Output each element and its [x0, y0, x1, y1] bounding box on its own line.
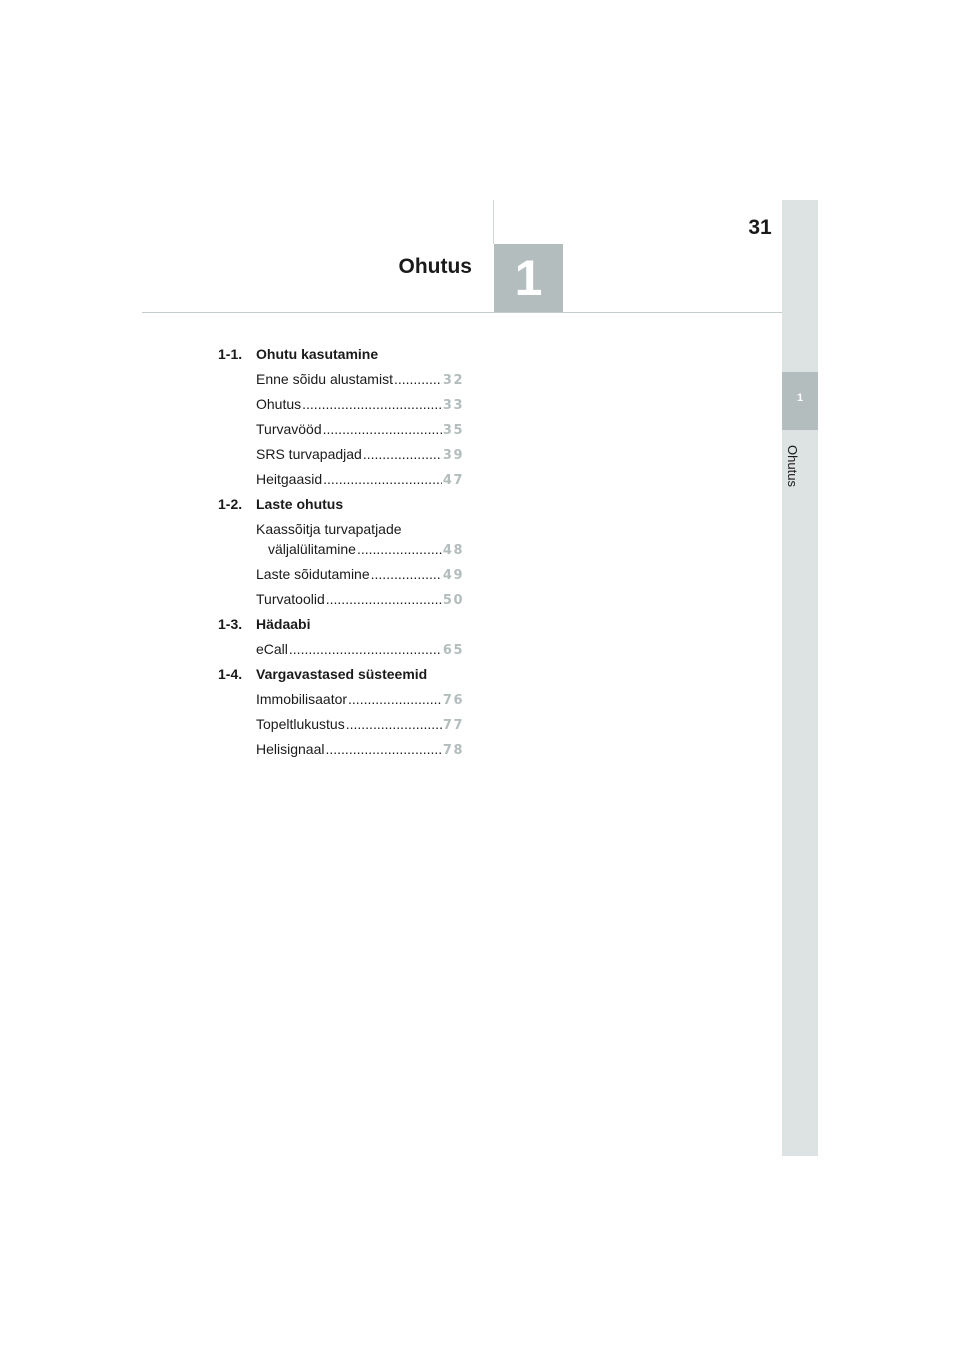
toc-section[interactable]	[218, 616, 310, 632]
entry-title: Laste sõidutamine	[256, 566, 370, 582]
entry-title: Immobilisaator	[256, 691, 348, 707]
dot-leader	[394, 371, 442, 387]
dot-leader	[323, 471, 442, 487]
toc-entry[interactable]	[256, 446, 464, 464]
section-title: Ohutu kasutamine	[256, 346, 379, 362]
toc-entry[interactable]	[256, 691, 464, 709]
section-number: 1-4.	[218, 666, 243, 682]
side-strip	[782, 200, 818, 1156]
entry-title: Turvavööd	[256, 421, 322, 437]
toc-entry[interactable]	[256, 741, 464, 759]
section-number: 1-2.	[218, 496, 243, 512]
entry-title: SRS turvapadjad	[256, 446, 362, 462]
section-title: Vargavastased süsteemid	[256, 666, 428, 682]
toc-entry[interactable]	[256, 396, 464, 414]
toc-entry[interactable]	[256, 566, 464, 584]
entry-page: 32	[442, 373, 464, 388]
chapter-title: Ohutus	[398, 255, 472, 278]
entry-page: 39	[442, 448, 464, 463]
dot-leader	[323, 421, 442, 437]
chapter-number-box	[494, 244, 563, 312]
entry-page: 76	[442, 693, 464, 708]
toc-entry[interactable]	[256, 641, 464, 659]
entry-page: 33	[442, 398, 464, 413]
dot-leader	[325, 741, 441, 757]
dot-leader	[348, 691, 442, 707]
dot-leader	[326, 591, 442, 607]
header-divider	[493, 200, 494, 244]
page-number: 31	[748, 216, 772, 239]
dot-leader	[371, 566, 442, 582]
side-tab-number: 1	[796, 392, 804, 404]
entry-page: 50	[442, 593, 464, 608]
side-tab[interactable]	[782, 372, 818, 430]
entry-page: 35	[442, 423, 464, 438]
entry-page: 48	[442, 543, 464, 558]
toc-entry[interactable]	[256, 591, 464, 609]
entry-title: Turvatoolid	[256, 591, 325, 607]
entry-title: eCall	[256, 641, 288, 657]
toc-section[interactable]	[218, 346, 378, 362]
entry-page: 49	[442, 568, 464, 583]
dot-leader	[363, 446, 442, 462]
section-title: Laste ohutus	[256, 496, 344, 512]
entry-page: 47	[442, 473, 464, 488]
entry-title: Ohutus	[256, 396, 302, 412]
toc-entry[interactable]	[256, 371, 464, 389]
entry-title: Enne sõidu alustamist	[256, 371, 393, 387]
dot-leader	[289, 641, 442, 657]
section-number: 1-1.	[218, 346, 243, 362]
toc-entry[interactable]	[256, 521, 464, 559]
entry-title: väljalülitamine	[268, 541, 356, 557]
dot-leader	[357, 541, 442, 557]
dot-leader	[302, 396, 442, 412]
entry-page: 78	[442, 743, 464, 758]
toc-entry[interactable]	[256, 471, 464, 489]
side-tab-label: Ohutus	[785, 445, 800, 487]
section-number: 1-3.	[218, 616, 243, 632]
entry-title: Heitgaasid	[256, 471, 323, 487]
chapter-number: 1	[514, 250, 543, 306]
entry-title-line1: Kaassõitja turvapatjade	[256, 521, 402, 537]
entry-title: Topeltlukustus	[256, 716, 345, 732]
entry-page: 77	[442, 718, 464, 733]
toc-entry[interactable]	[256, 716, 464, 734]
entry-page: 65	[442, 643, 464, 658]
toc-section[interactable]	[218, 666, 427, 682]
header-rule	[142, 312, 782, 313]
toc-entry[interactable]	[256, 421, 464, 439]
section-title: Hädaabi	[256, 616, 311, 632]
toc-section[interactable]	[218, 496, 343, 512]
entry-title: Helisignaal	[256, 741, 325, 757]
dot-leader	[346, 716, 442, 732]
